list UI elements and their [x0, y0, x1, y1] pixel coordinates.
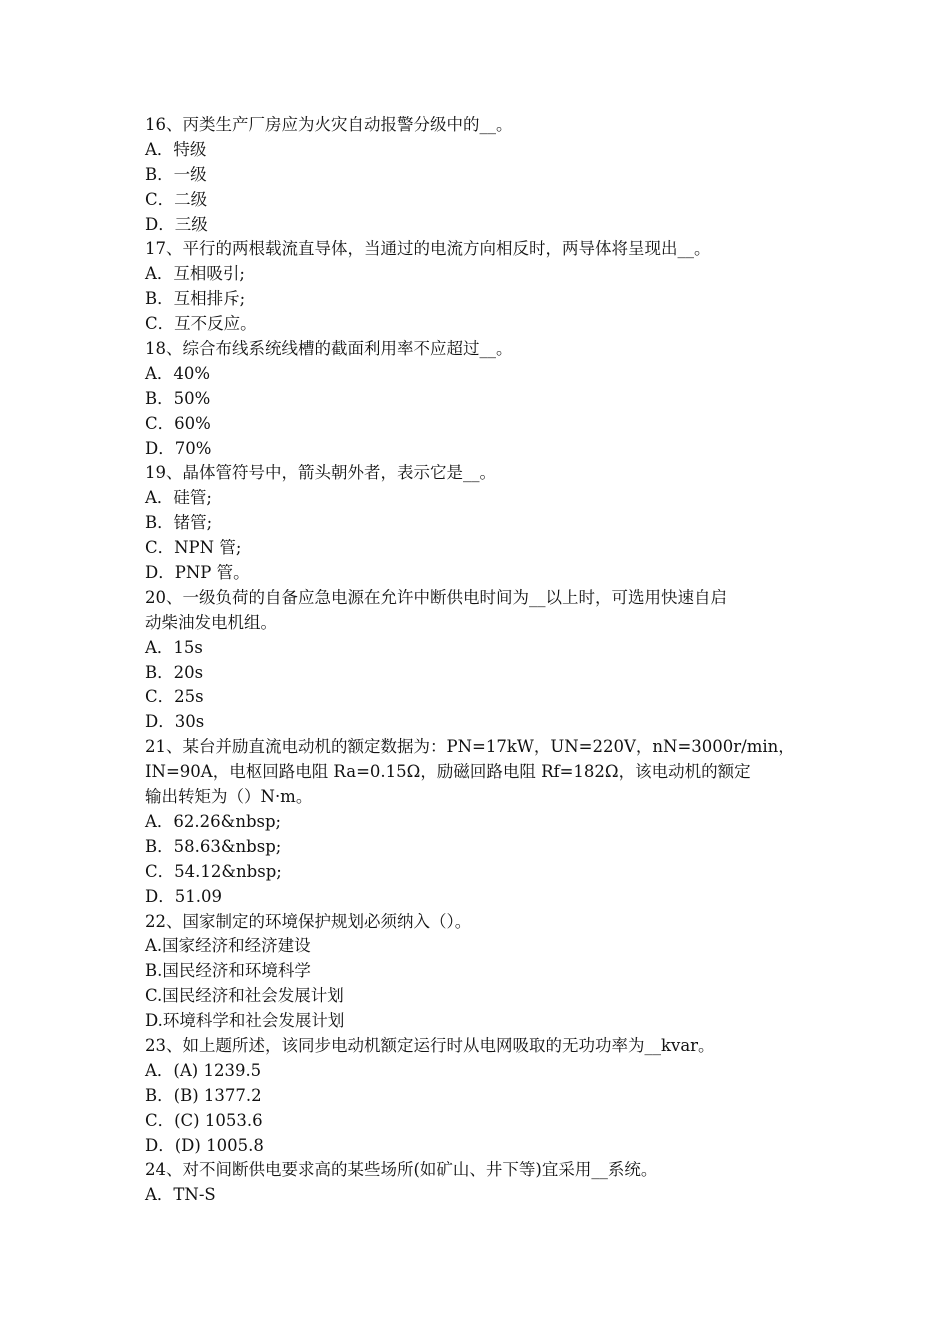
question-20-option-d: D．30s: [145, 712, 205, 732]
question-19-stem: 19、晶体管符号中，箭头朝外者，表示它是__。: [145, 463, 496, 483]
question-16-option-c: C．二级: [145, 189, 208, 209]
question-22-option-b: B.国民经济和环境科学: [145, 961, 311, 981]
question-22-option-d: D.环境科学和社会发展计划: [145, 1011, 345, 1031]
question-21-stem-line-3: 输出转矩为（）N·m。: [145, 787, 313, 807]
question-23-option-a: A．(A) 1239.5: [145, 1060, 262, 1080]
question-16-option-d: D．三级: [145, 214, 208, 234]
question-17-stem: 17、平行的两根载流直导体，当通过的电流方向相反时，两导体将呈现出__。: [145, 239, 711, 259]
question-22-option-c: C.国民经济和社会发展计划: [145, 986, 344, 1006]
question-22-option-a: A.国家经济和经济建设: [145, 936, 311, 956]
question-19-option-b: B．锗管;: [145, 513, 213, 533]
question-20-option-c: C．25s: [145, 687, 204, 707]
question-18-option-a: A．40%: [145, 363, 211, 383]
question-21-stem-line-1: 21、某台并励直流电动机的额定数据为：PN=17kW，UN=220V，nN=3000r/min，: [145, 737, 795, 757]
question-23-option-c: C．(C) 1053.6: [145, 1110, 263, 1130]
question-21-option-c: C．54.12&nbsp;: [145, 861, 282, 881]
question-19-option-c: C．NPN 管;: [145, 538, 242, 558]
question-17-option-c: C．互不反应。: [145, 314, 257, 334]
question-23-stem: 23、如上题所述，该同步电动机额定运行时从电网吸取的无功功率为__kvar。: [145, 1035, 715, 1055]
question-24-option-a: A．TN-S: [145, 1185, 216, 1205]
document-page: [145, 113, 820, 1208]
question-20-stem-line-2: 动柴油发电机组。: [145, 612, 277, 632]
question-16-option-b: B．一级: [145, 164, 207, 184]
question-24-stem: 24、对不间断供电要求高的某些场所(如矿山、井下等)宜采用__系统。: [145, 1160, 658, 1180]
question-19-option-a: A．硅管;: [145, 488, 212, 508]
question-23-option-d: D．(D) 1005.8: [145, 1135, 264, 1155]
question-21-option-a: A．62.26&nbsp;: [145, 811, 282, 831]
question-21-option-b: B．58.63&nbsp;: [145, 836, 282, 856]
question-18-stem: 18、综合布线系统线槽的截面利用率不应超过__。: [145, 339, 513, 359]
question-23-option-b: B．(B) 1377.2: [145, 1085, 262, 1105]
question-20-stem-line-1: 20、一级负荷的自备应急电源在允许中断供电时间为__以上时，可选用快速自启: [145, 587, 727, 607]
question-18-option-c: C．60%: [145, 413, 211, 433]
question-21-option-d: D．51.09: [145, 886, 222, 906]
question-18-option-b: B．50%: [145, 388, 211, 408]
question-22-stem: 22、国家制定的环境保护规划必须纳入（）。: [145, 911, 472, 931]
question-17-option-b: B．互相排斥;: [145, 289, 246, 309]
question-17-option-a: A．互相吸引;: [145, 264, 245, 284]
question-16-stem: 16、丙类生产厂房应为火灾自动报警分级中的__。: [145, 115, 513, 134]
question-16-option-a: A．特级: [145, 139, 207, 159]
question-20-option-a: A．15s: [145, 637, 203, 657]
question-20-option-b: B．20s: [145, 662, 204, 682]
question-19-option-d: D．PNP 管。: [145, 563, 250, 583]
question-21-stem-line-2: IN=90A，电枢回路电阻 Ra=0.15Ω，励磁回路电阻 Rf=182Ω，该电动机的额定: [145, 762, 751, 782]
question-18-option-d: D．70%: [145, 438, 212, 458]
